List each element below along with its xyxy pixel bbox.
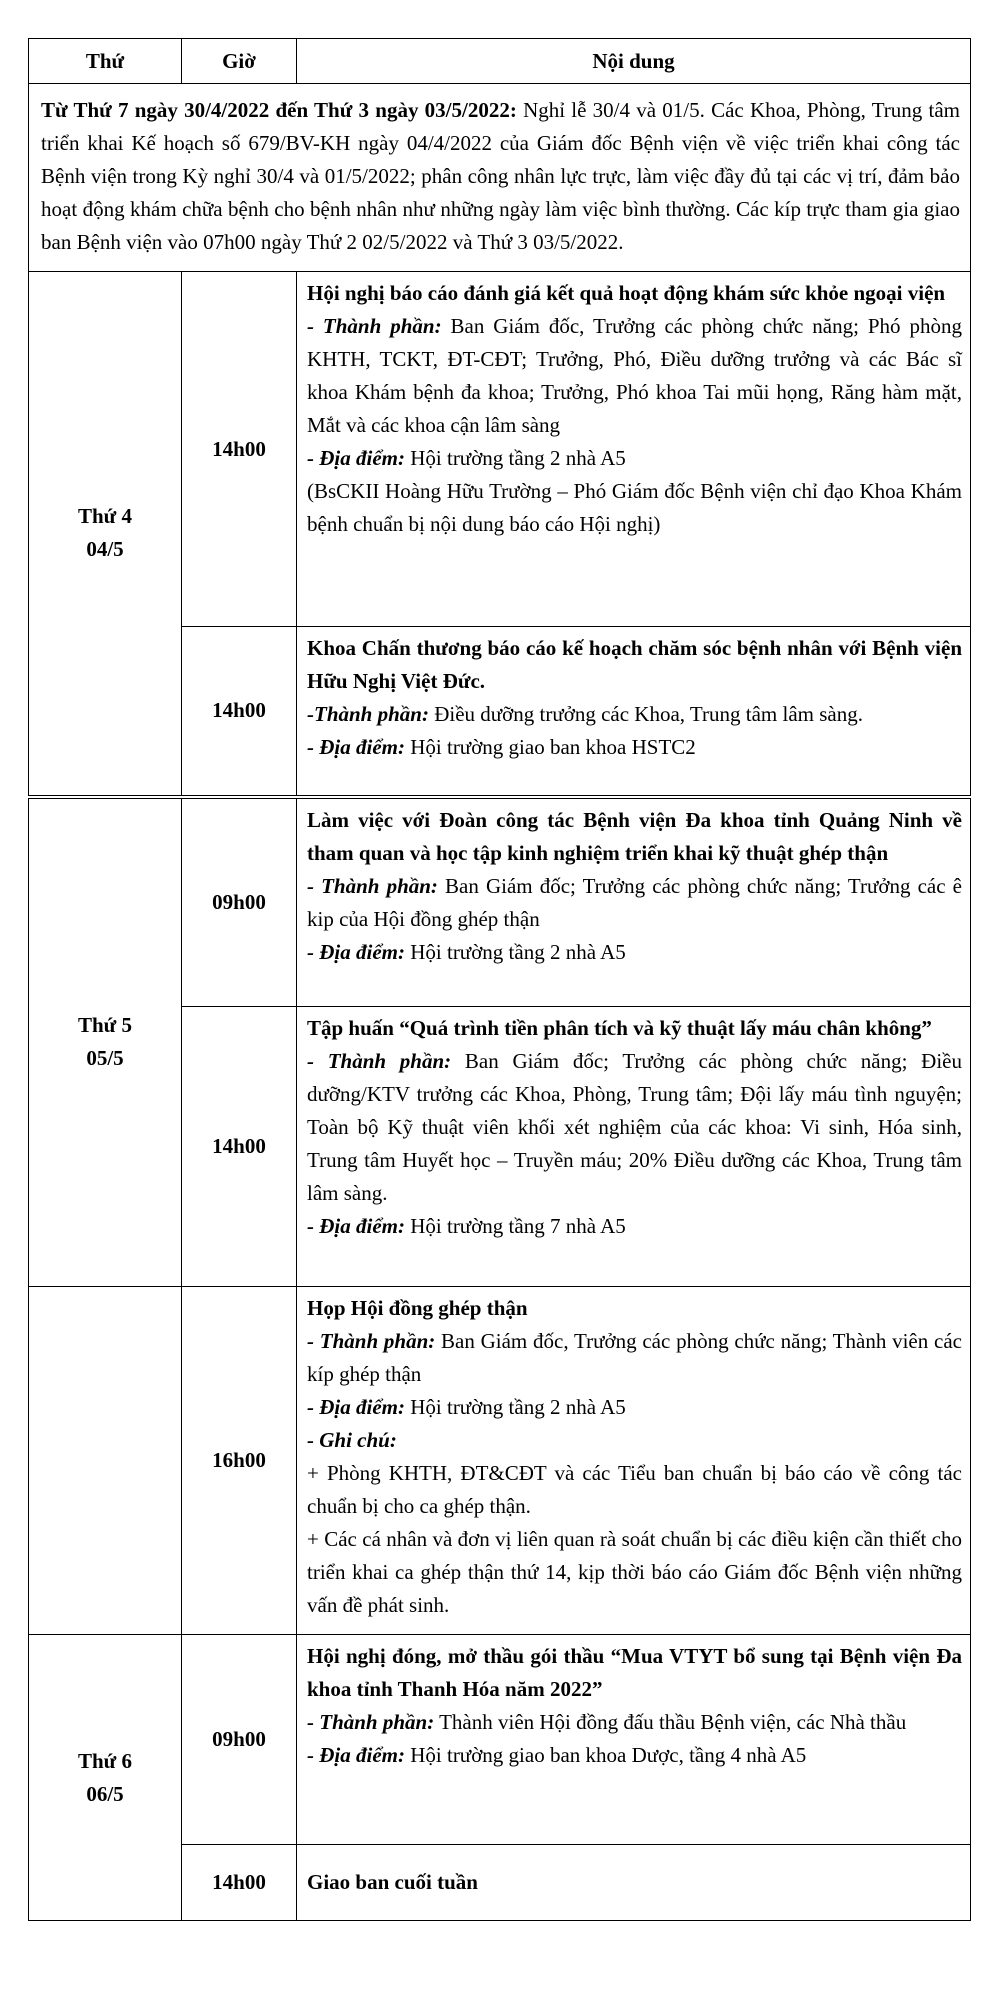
participants-label: - Thành phần:	[307, 1049, 452, 1073]
day-cell-empty	[29, 1287, 182, 1635]
event-participants: Điều dưỡng trưởng các Khoa, Trung tâm lâm sàng.	[428, 702, 863, 726]
day-cell	[29, 272, 182, 797]
event-extra-note: (BsCKII Hoàng Hữu Trường – Phó Giám đốc Bệnh viện chỉ đạo Khoa Khám bệnh chuẩn bị nội dung báo cáo Hội nghị)	[307, 479, 962, 536]
day-date: 05/5	[86, 1046, 124, 1071]
event-location: Hội trường tầng 2 nhà A5	[404, 939, 626, 964]
day-date: 06/5	[86, 1781, 124, 1806]
event-title: Làm việc với Đoàn công tác Bệnh viện Đa khoa tỉnh Quảng Ninh về tham quan và học tập kinh nghiệm triển khai kỹ thuật ghép thận	[307, 807, 962, 865]
time-cell: 09h00	[182, 1635, 297, 1845]
event-title: Họp Hội đồng ghép thận	[307, 1296, 528, 1320]
participants-label: - Thành phần:	[307, 314, 442, 338]
event-cell	[297, 1845, 971, 1921]
location-label: - Địa điểm:	[307, 735, 405, 759]
location-label: - Địa điểm:	[307, 1214, 405, 1238]
holiday-notice	[29, 84, 971, 272]
event-note: + Các cá nhân và đơn vị liên quan rà soát chuẩn bị các điều kiện cần thiết cho triển khai ca ghép thận thứ 14, kịp thời báo cáo Giám đốc Bệnh viện những vấn đề phát sinh.	[307, 1527, 962, 1617]
time-cell: 09h00	[182, 797, 297, 1007]
table-row	[29, 1635, 971, 1845]
event-participants: Thành viên Hội đồng đấu thầu Bệnh viện, các Nhà thầu	[434, 1710, 907, 1734]
table-row	[29, 797, 971, 1007]
event-cell	[297, 627, 971, 797]
time-cell: 14h00	[182, 1007, 297, 1287]
day-label: Thứ 5	[77, 1013, 133, 1038]
event-participants: Ban Giám đốc, Trưởng các phòng chức năng; Thành viên các kíp ghép thận	[307, 1329, 962, 1386]
event-location: Hội trường giao ban khoa Dược, tầng 4 nhà A5	[404, 1743, 807, 1767]
event-participants: Ban Giám đốc; Trưởng các phòng chức năng; Điều dưỡng/KTV trưởng các Khoa, Phòng, Trung tâm; Đội lấy máu tình nguyện; Toàn bộ Kỹ thuật viên khối xét nghiệm của các khoa: Vi sinh, Hóa sinh, Trung tâm Huyết học – Truyền máu; 20% Điều dưỡng các Khoa, Trung tâm lâm sàng.	[307, 1049, 962, 1205]
header-content: Nội dung	[297, 39, 971, 84]
day-cell	[29, 797, 182, 1287]
location-label: - Địa điểm:	[307, 446, 405, 470]
header-row	[29, 39, 971, 84]
event-location: Hội trường tầng 7 nhà A5	[404, 1214, 626, 1238]
event-participants: Ban Giám đốc; Trưởng các phòng chức năng; Trưởng các ê kip của Hội đồng ghép thận	[307, 873, 962, 931]
location-label: - Địa điểm:	[307, 1395, 405, 1419]
notice-text: Nghỉ lễ 30/4 và 01/5. Các Khoa, Phòng, Trung tâm triển khai Kế hoạch số 679/BV-KH ngày 04/4/2022 của Giám đốc Bệnh viện về việc triển khai công tác Bệnh viện trong Kỳ nghỉ 30/4 và 01/5/2022; phân công nhân lực trực, làm việc đầy đủ tại các vị trí, đảm bảo hoạt động khám chữa bệnh cho bệnh nhân như những ngày làm việc bình thường. Các kíp trực tham gia giao ban Bệnh viện vào 07h00 ngày Thứ 2 02/5/2022 và Thứ 3 03/5/2022.	[41, 98, 961, 254]
event-participants: Ban Giám đốc, Trưởng các phòng chức năng; Phó phòng KHTH, TCKT, ĐT-CĐT; Trưởng, Phó, Điều dưỡng trưởng và các Bác sĩ khoa Khám bệnh đa khoa; Trưởng, Phó khoa Tai mũi họng, Răng hàm mặt, Mắt và các khoa cận lâm sàng	[307, 314, 962, 437]
event-cell	[297, 1007, 971, 1287]
time-cell: 14h00	[182, 627, 297, 797]
location-label: - Địa điểm:	[307, 939, 405, 964]
schedule-table	[28, 38, 971, 1921]
day-label: Thứ 4	[77, 504, 133, 529]
table-row	[29, 272, 971, 627]
day-cell	[29, 1635, 182, 1921]
event-title: Hội nghị báo cáo đánh giá kết quả hoạt động khám sức khỏe ngoại viện	[307, 281, 946, 305]
event-note: + Phòng KHTH, ĐT&CĐT và các Tiểu ban chuẩn bị báo cáo về công tác chuẩn bị cho ca ghép thận.	[307, 1461, 962, 1518]
location-label: - Địa điểm:	[307, 1743, 405, 1767]
participants-label: - Thành phần:	[307, 873, 438, 898]
day-date: 04/5	[86, 537, 124, 562]
event-location: Hội trường tầng 2 nhà A5	[404, 446, 626, 470]
event-cell	[297, 272, 971, 627]
event-cell	[297, 1287, 971, 1635]
event-title: Tập huấn “Quá trình tiền phân tích và kỹ thuật lấy máu chân không”	[307, 1016, 932, 1040]
time-cell: 16h00	[182, 1287, 297, 1635]
table-row	[29, 1287, 971, 1635]
day-label: Thứ 6	[77, 1748, 133, 1773]
header-time: Giờ	[182, 39, 297, 84]
event-location: Hội trường tầng 2 nhà A5	[404, 1395, 626, 1419]
time-cell: 14h00	[182, 1845, 297, 1921]
notice-heading: Từ Thứ 7 ngày 30/4/2022 đến Thứ 3 ngày 03/5/2022:	[41, 98, 517, 122]
participants-label: -Thành phần:	[307, 702, 429, 726]
event-location: Hội trường giao ban khoa HSTC2	[404, 735, 696, 759]
event-cell	[297, 797, 971, 1007]
event-title: Hội nghị đóng, mở thầu gói thầu “Mua VTYT bổ sung tại Bệnh viện Đa khoa tỉnh Thanh Hóa năm 2022”	[307, 1644, 962, 1701]
event-title: Khoa Chấn thương báo cáo kế hoạch chăm sóc bệnh nhân với Bệnh viện Hữu Nghị Việt Đức.	[307, 636, 962, 693]
event-title: Giao ban cuối tuần	[307, 1869, 478, 1894]
participants-label: - Thành phần:	[307, 1329, 436, 1353]
participants-label: - Thành phần:	[307, 1710, 435, 1734]
event-cell	[297, 1635, 971, 1845]
header-day: Thứ	[29, 39, 182, 84]
note-label: - Ghi chú:	[307, 1428, 397, 1452]
notice-row	[29, 84, 971, 272]
time-cell: 14h00	[182, 272, 297, 627]
